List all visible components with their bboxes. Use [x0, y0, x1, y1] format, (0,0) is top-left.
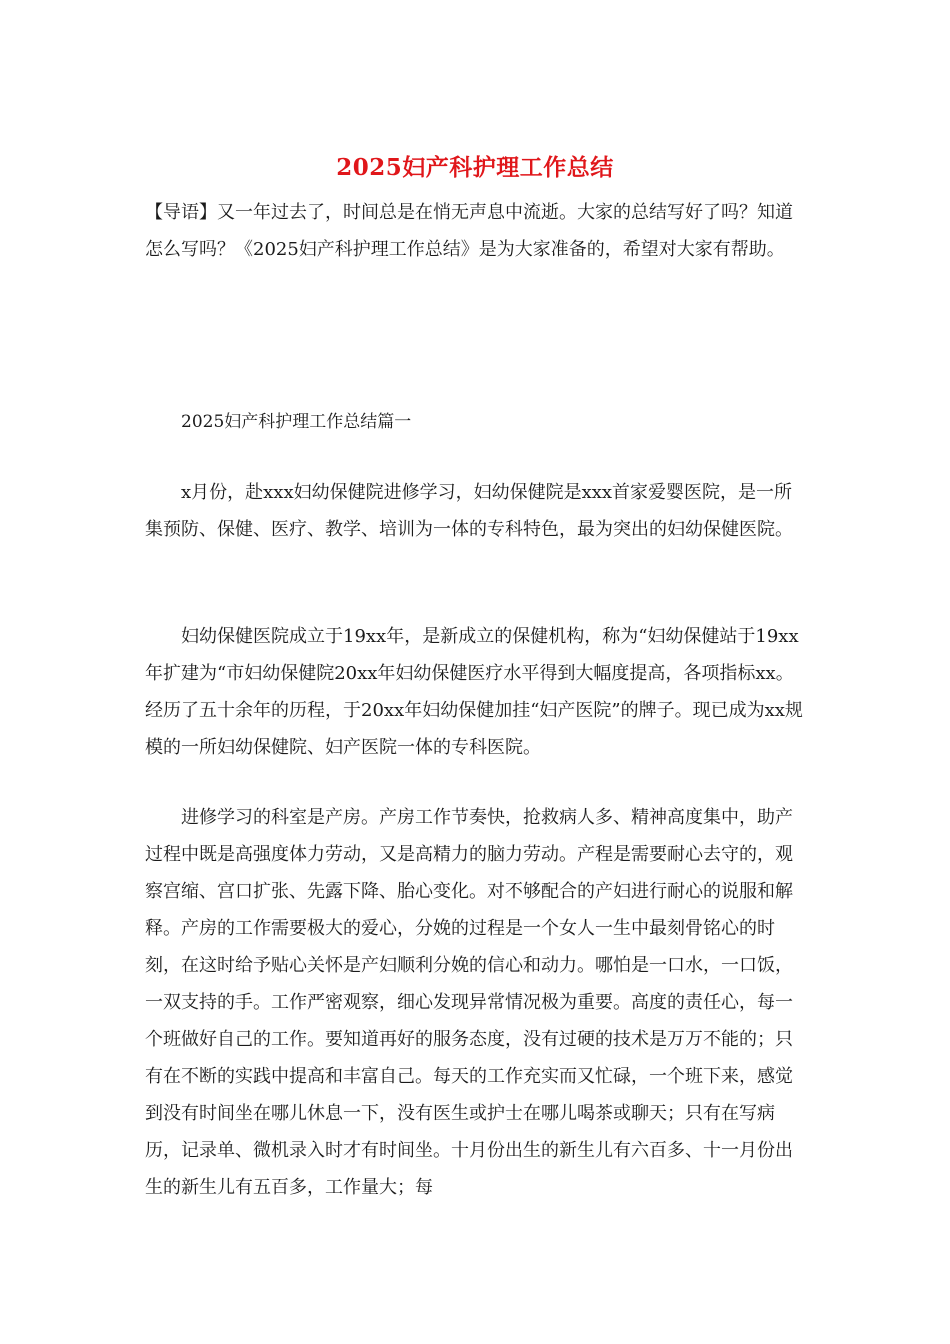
body-paragraph: x月份，赴xxx妇幼保健院进修学习，妇幼保健院是xxx首家爱婴医院，是一所集预防、保健、医疗、教学、培训为一体的专科特色，最为突出的妇幼保健医院。 — [145, 482, 793, 540]
body-paragraph: 妇幼保健医院成立于19xx年，是新成立的保健机构，称为“妇幼保健站于19xx年扩建为“市妇幼保健院20xx年妇幼保健医疗水平得到大幅度提高，各项指标xx。经历了五十余年的历程，于20xx年妇幼保健加挂“妇产医院”的牌子。现已成为xx规模的一所妇幼保健院、妇产医院一体的专科医院。 — [145, 626, 803, 758]
section-heading: 2025妇产科护理工作总结篇一 — [181, 412, 412, 432]
document-title: 2025妇产科护理工作总结 — [336, 154, 614, 181]
body-paragraph: 进修学习的科室是产房。产房工作节奏快，抢救病人多、精神高度集中，助产过程中既是高强度体力劳动，又是高精力的脑力劳动。产程是需要耐心去守的，观察宫缩、宫口扩张、先露下降、胎心变化。对不够配合的产妇进行耐心的说服和解释。产房的工作需要极大的爱心，分娩的过程是一个女人一生中最刻骨铭心的时刻，在这时给予贴心关怀是产妇顺利分娩的信心和动力。哪怕是一口水，一口饭，一双支持的手。工作严密观察，细心发现异常情况极为重要。高度的责任心，每一个班做好自己的工作。要知道再好的服务态度，没有过硬的技术是万万不能的；只有在不断的实践中提高和丰富自己。每天的工作充实而又忙碌，一个班下来，感觉到没有时间坐在哪儿休息一下，没有医生或护士在哪儿喝茶或聊天；只有在写病历，记录单、微机录入时才有时间坐。十月份出生的新生儿有六百多、十一月份出生的新生儿有五百多，工作量大；每 — [145, 807, 793, 1198]
lead-paragraph: 【导语】又一年过去了，时间总是在悄无声息中流逝。大家的总结写好了吗？知道怎么写吗？《2025妇产科护理工作总结》是为大家准备的，希望对大家有帮助。 — [145, 202, 793, 260]
